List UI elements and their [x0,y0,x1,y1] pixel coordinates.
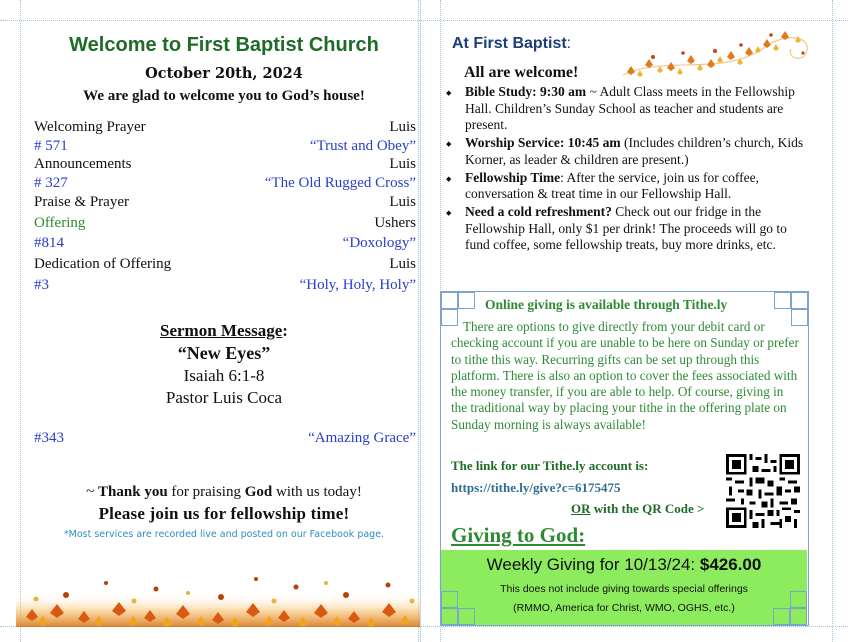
sermon-pastor: Pastor Luis Coca [165,388,283,407]
order-item [34,192,416,212]
sermon-heading [30,320,418,342]
tithely-link[interactable]: https://tithe.ly/give?c=6175475 [451,480,621,495]
hymn-number: #814 [34,235,64,251]
order-item-leader: Luis [389,256,416,272]
thanks-suffix: with us today! [272,484,362,500]
thanks-bold: Thank you [98,484,168,500]
order-item-hymn [34,275,416,295]
weekly-giving-label: Weekly Giving for 10/13/24: [486,555,700,574]
order-item-leader: Luis [389,119,416,135]
activity-text: (Includes children’s church, Kids Korner, as leader & children are present.) [465,135,804,167]
order-item-name: Announcements [34,156,132,172]
thanks-mid: for praising [167,484,245,500]
thanks-god: God [244,484,273,500]
hymn-number: # 327 [34,175,68,191]
sermon-title: “New Eyes” [177,343,271,363]
service-date: October 20th, 2024 [145,65,303,82]
giving-to-god-heading: Giving to God: [451,523,586,547]
online-giving-text: There are options to give directly from your debit card or checking account if you are unable to be here on Sunday or prefer to tithe this way. Recurring gifts can be set up through this platform. There is also an option to cover the fees associated with the money transfer, if you are able to help. Of course, giving in the traditional way by placing your tithe in the offering plate on Sunday morning is always available! [451,319,799,432]
hymn-title: “Doxology” [342,235,416,251]
corner-square [441,608,458,625]
closing-hymn [34,428,416,448]
order-item-name: Offering [34,215,86,231]
order-item-leader: Luis [389,156,416,172]
corner-square [773,608,790,625]
qr-code[interactable] [726,454,800,528]
order-item-name: Praise & Prayer [34,194,129,210]
activity-text: Check out our fridge in the Fellowship Hall, only $1 per drink! The proceeds will go to fund coffee, some fellowship treats, buy more drinks, etc. [465,204,787,252]
fellowship-invite: Please join us for fellowship time! [98,504,350,523]
autumn-leaves-border [16,565,420,627]
activity-name: Need a cold refreshment? [465,204,612,219]
page-fold-line [420,0,421,642]
thank-you-line [30,484,418,501]
corner-square [774,292,791,309]
activity-name: Worship Service: 10:45 am [465,135,621,150]
order-item-hymn [34,173,416,193]
activity-name: Fellowship Time [465,169,561,185]
online-giving-heading: Online giving is available through Tithe.ly [485,297,728,312]
sermon-heading-colon: : [282,321,288,340]
order-item-hymn [34,233,416,253]
hymn-number: # 571 [34,138,68,154]
corner-square [441,591,458,608]
hymn-number: #3 [34,277,49,293]
margin-guide-left [20,0,21,642]
weekly-giving-panel [441,550,807,625]
autumn-leaves-swirl [615,25,820,83]
all-welcome-heading: All are welcome! [464,64,579,81]
order-item-leader: Ushers [374,215,416,231]
order-item [34,154,416,174]
margin-guide-top [0,20,848,21]
hymn-number: #343 [34,430,64,446]
order-item [34,254,416,274]
sermon-heading-label: Sermon Message [160,321,283,340]
bulletin-title: Welcome to First Baptist Church [69,34,379,56]
or-label: OR [571,501,591,516]
thanks-prefix: ~ [86,484,99,500]
welcome-line: We are glad to welcome you to God’s house! [83,88,365,104]
order-item-leader: Luis [389,194,416,210]
activities-list [444,84,806,255]
weekly-giving-amount: $426.00 [699,555,762,574]
tithely-link-heading: The link for our Tithe.ly account is: [451,458,649,473]
recording-note: *Most services are recorded live and posted on our Facebook page. [63,529,385,540]
hymn-title: “Trust and Obey” [309,138,416,154]
corner-square [441,292,458,309]
weekly-giving-total [441,555,807,575]
order-item-name: Welcoming Prayer [34,119,146,135]
right-panel-title [452,35,571,53]
right-title-label: At First Baptist [452,35,567,52]
hymn-title: “Amazing Grace” [308,430,416,446]
order-item-name: Dedication of Offering [34,256,172,272]
activity-text: ~ Adult Class meets in the Fellowship Hall. Children’s Sunday School as teacher and students are present. [465,84,795,132]
order-item-hymn [34,136,416,156]
online-giving-box [440,291,809,626]
right-title-colon: : [566,35,572,52]
qr-code-label: with the QR Code > [590,501,705,516]
list-item [444,204,806,254]
corner-square [458,608,475,625]
hymn-title: “The Old Rugged Cross” [264,175,416,191]
margin-guide-right [832,0,833,642]
list-item [444,135,806,168]
corner-square [458,292,475,309]
activity-text: : After the service, join us for coffee, conversation & treat time in our Fellowship Hall. [465,169,759,201]
order-item [34,117,416,137]
margin-guide-center-left [418,0,419,642]
hymn-title: “Holy, Holy, Holy” [299,277,416,293]
qr-code-prompt [571,501,704,517]
sermon-scripture: Isaiah 6:1-8 [183,366,265,385]
weekly-giving-note-list: (RMMO, America for Christ, WMO, OGHS, etc.) [513,602,735,614]
list-item [444,84,806,134]
order-item-offering [34,213,416,233]
corner-square [790,608,807,625]
list-item [444,170,806,203]
weekly-giving-note: This does not include giving towards special offerings [500,583,748,595]
corner-square [790,591,807,608]
corner-square [791,292,808,309]
activity-name: Bible Study: 9:30 am [465,84,587,99]
